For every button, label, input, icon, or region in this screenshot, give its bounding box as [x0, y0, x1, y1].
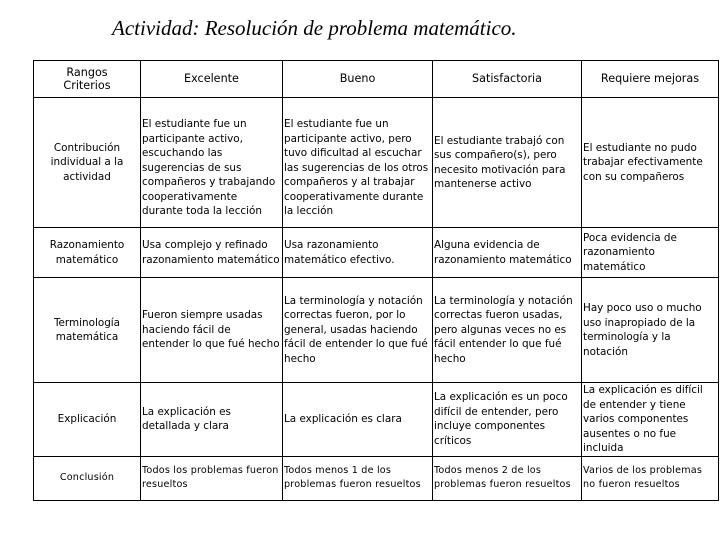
cell-text: Todos menos 1 de los problemas fueron resueltos: [283, 456, 433, 500]
criterion-explicacion: Explicación: [34, 383, 141, 457]
header-row: [34, 61, 719, 98]
cell-text: Todos menos 2 de los problemas fueron resueltos: [433, 456, 582, 500]
cell-text: El estudiante fue un participante activo, pero tuvo dificultad al escuchar las sugerencias de los otros compañeros y al trabajar cooperativamente durante la lección: [283, 98, 433, 228]
header-bueno: Bueno: [283, 61, 433, 98]
header-rangos: Rangos: [66, 66, 108, 79]
rubric-table: [33, 60, 719, 501]
cell-text: Usa complejo y refinado razonamiento matemático: [141, 228, 283, 278]
header-corner: [34, 61, 141, 98]
cell-text: La explicación es un poco difícil de entender, pero incluye componentes críticos: [433, 383, 582, 457]
criterion-conclusion: Conclusión: [34, 456, 141, 500]
table-row: [34, 98, 719, 228]
cell-text: El estudiante trabajó con sus compañero(s), pero necesito motivación para mantenerse activo: [433, 98, 582, 228]
cell-text: La terminología y notación correctas fueron usadas, pero algunas veces no es fácil entender lo que fué hecho: [433, 278, 582, 383]
cell-text: Usa razonamiento matemático efectivo.: [283, 228, 433, 278]
cell-text: El estudiante no pudo trabajar efectivamente con su compañeros: [582, 98, 719, 228]
criterion-razonamiento: Razonamiento matemático: [34, 228, 141, 278]
table-row: [34, 456, 719, 500]
cell-text: La explicación es difícil de entender y tiene varios componentes ausentes o no fue incluida: [582, 383, 719, 457]
cell-text: Hay poco uso o mucho uso inapropiado de la terminología y la notación: [582, 278, 719, 383]
cell-text: Todos los problemas fueron resueltos: [141, 456, 283, 500]
criterion-terminologia: Terminología matemática: [34, 278, 141, 383]
table-row: [34, 383, 719, 457]
criterion-contribucion: Contribución individual a la actividad: [34, 98, 141, 228]
cell-text: Fueron siempre usadas haciendo fácil de entender lo que fué hecho: [141, 278, 283, 383]
cell-text: Varios de los problemas no fueron resueltos: [582, 456, 719, 500]
page-title: Actividad: Resolución de problema matemático.: [112, 16, 517, 40]
header-satisfactoria: Satisfactoria: [433, 61, 582, 98]
table-row: [34, 278, 719, 383]
header-excelente: Excelente: [141, 61, 283, 98]
cell-text: Alguna evidencia de razonamiento matemático: [433, 228, 582, 278]
table-row: [34, 228, 719, 278]
cell-text: La terminología y notación correctas fueron, por lo general, usadas haciendo fácil de entender lo que fué hecho: [283, 278, 433, 383]
cell-text: El estudiante fue un participante activo, escuchando las sugerencias de sus compañeros y trabajando cooperativamente durante toda la lección: [141, 98, 283, 228]
header-requiere-mejoras: Requiere mejoras: [582, 61, 719, 98]
cell-text: La explicación es clara: [283, 383, 433, 457]
cell-text: La explicación es detallada y clara: [141, 383, 283, 457]
cell-text: Poca evidencia de razonamiento matemático: [582, 228, 719, 278]
header-criterios: Criterios: [63, 79, 111, 92]
